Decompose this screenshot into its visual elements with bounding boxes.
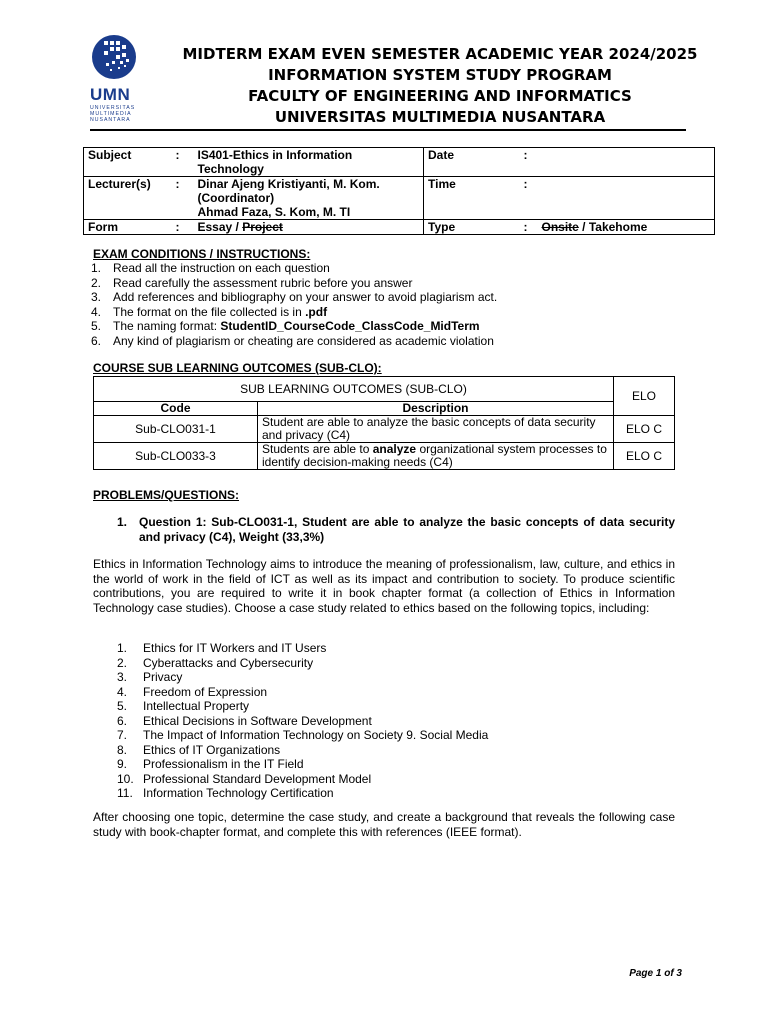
header-line-3: FACULTY OF ENGINEERING AND INFORMATICS xyxy=(248,87,632,105)
subject-label: Subject xyxy=(88,148,132,162)
clo-elo: ELO C xyxy=(614,416,675,443)
instruction-text: Add references and bibliography on your answer to avoid plagiarism act. xyxy=(113,290,498,304)
instruction-text: Read carefully the assessment rubric before you answer xyxy=(113,275,413,290)
clo-description-text: Students are able to xyxy=(262,442,373,456)
instruction-item xyxy=(91,261,693,276)
instruction-item xyxy=(91,305,693,320)
closing-paragraph: After choosing one topic, determine the case study, and create a background that reveals the following case study with book-chapter format, and complete this with references (IEEE format). xyxy=(93,810,675,839)
instruction-text: Any kind of plagiarism or cheating are considered as academic violation xyxy=(113,333,494,348)
list-number: 1. xyxy=(91,261,102,275)
umn-logo-mark xyxy=(92,33,138,81)
list-number: 2. xyxy=(91,275,102,290)
time-label: Time xyxy=(424,177,520,220)
topic-text: Privacy xyxy=(143,670,183,684)
instructions-list xyxy=(91,261,693,348)
logo-text: UMN xyxy=(90,85,131,104)
info-row-lecturer xyxy=(84,177,715,220)
clo-header: SUB LEARNING OUTCOMES (SUB-CLO) xyxy=(94,377,614,402)
clo-elo: ELO C xyxy=(614,443,675,470)
form-value xyxy=(194,220,424,235)
list-number: 4. xyxy=(117,684,128,699)
header-divider xyxy=(90,129,686,131)
clo-subheader-row xyxy=(94,402,675,416)
document-header xyxy=(180,44,700,128)
colon: : xyxy=(523,148,528,162)
info-row-subject xyxy=(84,148,715,177)
clo-code: Sub-CLO033-3 xyxy=(94,443,258,470)
question-number: 1. xyxy=(117,515,128,529)
time-value xyxy=(538,177,715,220)
logo-subline-1: UNIVERSITAS xyxy=(90,105,136,111)
umn-logo xyxy=(88,33,144,123)
list-number: 6. xyxy=(117,713,128,728)
exam-info-table xyxy=(83,147,715,235)
page-number: Page 1 of 3 xyxy=(629,968,682,979)
elo-header: ELO xyxy=(614,377,675,416)
header-line-2: INFORMATION SYSTEM STUDY PROGRAM xyxy=(268,66,612,84)
list-number: 5. xyxy=(117,699,128,713)
topic-text: Information Technology Certification xyxy=(143,786,334,800)
instruction-item xyxy=(91,319,693,334)
topic-text: The Impact of Information Technology on Society 9. Social Media xyxy=(143,728,489,742)
lecturer-value xyxy=(194,177,424,220)
clo-title: COURSE SUB LEARNING OUTCOMES (SUB-CLO): xyxy=(93,361,382,375)
topic-item xyxy=(117,641,637,656)
lecturer-line-3: Ahmad Faza, S. Kom, M. TI xyxy=(197,205,351,219)
topic-item xyxy=(117,728,637,743)
instruction-item xyxy=(91,334,693,349)
topic-item xyxy=(117,772,637,787)
instructions-section xyxy=(93,247,693,348)
clo-description-bold: analyze xyxy=(372,442,417,456)
list-number: 10. xyxy=(117,771,134,786)
header-line-4: UNIVERSITAS MULTIMEDIA NUSANTARA xyxy=(274,108,606,126)
list-number: 8. xyxy=(117,742,128,757)
list-number: 2. xyxy=(117,655,128,670)
clo-code: Sub-CLO031-1 xyxy=(94,416,258,443)
question-text: Question 1: Sub-CLO031-1, Student are able to analyze the basic concepts of data security and privacy (C4), Weight (33,3%) xyxy=(139,515,675,544)
list-number: 6. xyxy=(91,333,102,348)
question-intro: Ethics in Information Technology aims to introduce the meaning of professionalism, law, culture, and ethics in the world of work in the field of ICT as well as its impact and contribution to society. To produce scientific contributions, you are required to write it in book chapter format (a collection of Ethics in Information Technology case studies). Choose a case study related to ethics based on the following topics, including: xyxy=(93,557,675,615)
topic-item xyxy=(117,656,637,671)
logo-subline-3: NUSANTARA xyxy=(90,117,131,123)
topic-text: Ethics for IT Workers and IT Users xyxy=(143,641,327,655)
clo-description-text: organizational system processes to identify decision-making needs (C4) xyxy=(262,442,607,469)
list-number: 3. xyxy=(117,670,128,684)
topic-item xyxy=(117,670,637,685)
instruction-text: The format on the file collected is in xyxy=(113,304,306,319)
list-number: 7. xyxy=(117,728,128,742)
type-value-takehome: / Takehome xyxy=(578,220,648,234)
instruction-text: Read all the instruction on each question xyxy=(113,261,330,275)
description-header: Description xyxy=(258,402,614,416)
list-number: 9. xyxy=(117,757,128,771)
instruction-bold-text: .pdf xyxy=(305,304,328,319)
form-label: Form xyxy=(88,220,118,234)
topic-item xyxy=(117,743,637,758)
date-value xyxy=(538,148,715,177)
colon: : xyxy=(523,220,528,234)
type-value-onsite-struck: Onsite xyxy=(541,220,579,234)
lecturer-line-2: (Coordinator) xyxy=(197,191,275,205)
topic-text: Professional Standard Development Model xyxy=(143,771,372,786)
topic-text: Freedom of Expression xyxy=(143,684,268,699)
info-row-form xyxy=(84,220,715,235)
topic-item xyxy=(117,757,637,772)
clo-description-text: Student are able to analyze the basic concepts of data security and privacy (C4) xyxy=(262,415,596,442)
topic-text: Ethics of IT Organizations xyxy=(143,742,281,757)
topic-text: Intellectual Property xyxy=(143,699,250,713)
form-value-project-struck: Project xyxy=(242,220,283,234)
clo-description xyxy=(258,443,614,470)
instruction-bold-text: StudentID_CourseCode_ClassCode_MidTerm xyxy=(220,319,480,333)
instructions-title: EXAM CONDITIONS / INSTRUCTIONS: xyxy=(93,247,311,261)
list-number: 3. xyxy=(91,290,102,304)
topic-item xyxy=(117,786,637,801)
type-value xyxy=(538,220,715,235)
clo-row xyxy=(94,416,675,443)
list-number: 11. xyxy=(117,786,133,800)
type-label: Type xyxy=(424,220,520,235)
header-line-1: MIDTERM EXAM EVEN SEMESTER ACADEMIC YEAR 2024/2025 xyxy=(182,45,698,63)
colon: : xyxy=(175,177,180,191)
topic-text: Cyberattacks and Cybersecurity xyxy=(143,655,314,670)
instruction-text: The naming format: xyxy=(113,319,221,333)
problems-title: PROBLEMS/QUESTIONS: xyxy=(93,488,240,502)
instruction-item xyxy=(91,290,693,305)
topic-item xyxy=(117,685,637,700)
topics-list xyxy=(117,641,637,801)
topic-item xyxy=(117,699,637,714)
code-header: Code xyxy=(94,402,258,416)
instruction-item xyxy=(91,276,693,291)
colon: : xyxy=(175,148,180,162)
logo-subline-2: MULTIMEDIA xyxy=(90,111,132,117)
list-number: 5. xyxy=(91,319,102,333)
lecturer-label: Lecturer(s) xyxy=(88,177,151,191)
topic-text: Professionalism in the IT Field xyxy=(143,757,304,771)
date-label: Date xyxy=(424,148,520,177)
colon: : xyxy=(523,177,528,191)
clo-row xyxy=(94,443,675,470)
subject-value: IS401-Ethics in Information Technology xyxy=(197,148,353,176)
form-value-essay: Essay / xyxy=(197,220,243,234)
colon: : xyxy=(175,220,180,234)
list-number: 1. xyxy=(117,641,128,655)
clo-description xyxy=(258,416,614,443)
lecturer-line-1: Dinar Ajeng Kristiyanti, M. Kom. xyxy=(197,177,380,191)
topic-text: Ethical Decisions in Software Development xyxy=(143,713,372,728)
clo-header-row xyxy=(94,377,675,402)
clo-table xyxy=(93,376,675,470)
question-1 xyxy=(117,515,675,544)
list-number: 4. xyxy=(91,304,102,319)
topic-item xyxy=(117,714,637,729)
